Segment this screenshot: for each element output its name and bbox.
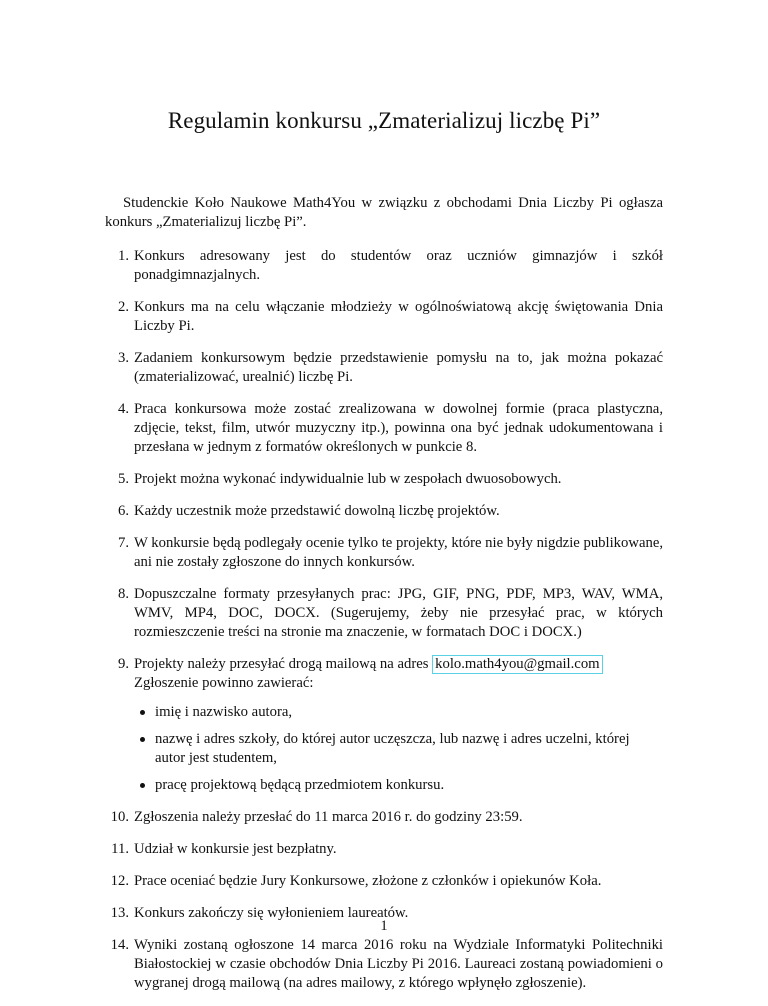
rule-text: Zadaniem konkursowym będzie przedstawienie pomysłu na to, jak można pokazać (zmaterializować, urealnić) liczbę Pi. <box>134 350 663 385</box>
bullet-icon <box>140 710 145 715</box>
rule-number: 9. <box>117 656 129 672</box>
rule-text: Praca konkursowa może zostać zrealizowana w dowolnej formie (praca plastyczna, zdjęcie, tekst, film, utwór muzyczny itp.), powinna ona być jednak udokumentowana i przesłana w jednym z formatów określonych w punkcie 8. <box>134 401 663 455</box>
requirement-text: nazwę i adres szkoły, do której autor uczęszcza, lub nazwę i adres uczelni, której autor jest studentem, <box>155 731 630 766</box>
document-title: Regulamin konkursu „Zmaterializuj liczbę Pi” <box>167 108 601 133</box>
rule-text: Prace oceniać będzie Jury Konkursowe, złożone z członków i opiekunów Koła. <box>134 873 602 889</box>
requirement-item <box>134 703 663 722</box>
rule-text: Udział w konkursie jest bezpłatny. <box>134 841 337 857</box>
requirement-text: imię i nazwisko autora, <box>155 704 293 720</box>
rule-text: Projekt można wykonać indywidualnie lub w zespołach dwuosobowych. <box>134 471 562 487</box>
rule-item-7 <box>105 534 663 572</box>
document-body <box>105 194 663 1006</box>
rule-text: Konkurs zakończy się wyłonieniem laureatów. <box>134 905 409 921</box>
rule-text: Dopuszczalne formaty przesyłanych prac: JPG, GIF, PNG, PDF, MP3, WAV, WMA, WMV, MP4, DOC, DOCX. (Sugerujemy, żeby nie przesyłać prac, w których rozmieszczenie treści na stronie ma znaczenie, w formatach DOC i DOCX.) <box>134 586 663 640</box>
rule-text: Wyniki zostaną ogłoszone 14 marca 2016 roku na Wydziale Informatyki Politechniki Białostockiej w czasie obchodów Dnia Liczby Pi 2016. Laureaci zostaną powiadomieni o wygranej drogą mailową (na adres mailowy, z którego wpłynęło zgłoszenie). <box>134 937 663 991</box>
rule-text: Każdy uczestnik może przedstawić dowolną liczbę projektów. <box>134 503 500 519</box>
page-number: 1 <box>380 918 388 934</box>
rule-number: 3. <box>117 350 129 366</box>
rule-item-3 <box>105 349 663 387</box>
rule-number: 5. <box>117 471 129 487</box>
rule-item-10 <box>105 808 663 827</box>
rule-text: W konkursie będą podlegały ocenie tylko te projekty, które nie były nigdzie publikowane, ani nie zostały zgłoszone do innych konkursów. <box>134 535 664 570</box>
rule-text: Projekty należy przesyłać drogą mailową na adres <box>134 656 433 672</box>
rule-number: 2. <box>117 299 129 315</box>
bullet-icon <box>140 783 145 788</box>
rule-number: 4. <box>117 401 129 417</box>
rule-item-9 <box>105 655 663 795</box>
rule-number: 12. <box>110 873 129 889</box>
rule-item-14 <box>105 936 663 993</box>
requirement-item <box>134 776 663 795</box>
rule-item-4 <box>105 400 663 457</box>
rule-number: 10. <box>110 809 129 825</box>
rule-item-2 <box>105 298 663 336</box>
rule-item-6 <box>105 502 663 521</box>
requirement-item <box>134 730 663 768</box>
rule-number: 11. <box>111 841 129 857</box>
rule-item-8 <box>105 585 663 642</box>
rule-text: Zgłoszenia należy przesłać do 11 marca 2016 r. do godziny 23:59. <box>134 809 523 825</box>
rule-number: 7. <box>117 535 129 551</box>
rule-item-11 <box>105 840 663 859</box>
requirement-text: pracę projektową będącą przedmiotem konkursu. <box>155 777 445 793</box>
rule-number: 8. <box>117 586 129 602</box>
email-link[interactable]: kolo.math4you@gmail.com <box>432 655 602 674</box>
rule-number: 6. <box>117 503 129 519</box>
intro-paragraph: Studenckie Koło Naukowe Math4You w związku z obchodami Dnia Liczby Pi ogłasza konkurs „Zmaterializuj liczbę Pi”. <box>105 195 663 230</box>
rules-list <box>105 247 663 993</box>
rule-text: Konkurs ma na celu włączanie młodzieży w ogólnoświatową akcję świętowania Dnia Liczby Pi. <box>134 299 663 334</box>
rule-number: 14. <box>110 937 129 953</box>
rule-number: 13. <box>110 905 129 921</box>
bullet-icon <box>140 737 145 742</box>
rule-item-5 <box>105 470 663 489</box>
rule-item-12 <box>105 872 663 891</box>
rule-number: 1. <box>117 248 129 264</box>
rule-item-1 <box>105 247 663 285</box>
rule-text-continued: Zgłoszenie powinno zawierać: <box>134 675 314 691</box>
rule-text: Konkurs adresowany jest do studentów oraz uczniów gimnazjów i szkół ponadgimnazjalnych. <box>134 248 663 283</box>
requirements-list <box>134 703 663 795</box>
